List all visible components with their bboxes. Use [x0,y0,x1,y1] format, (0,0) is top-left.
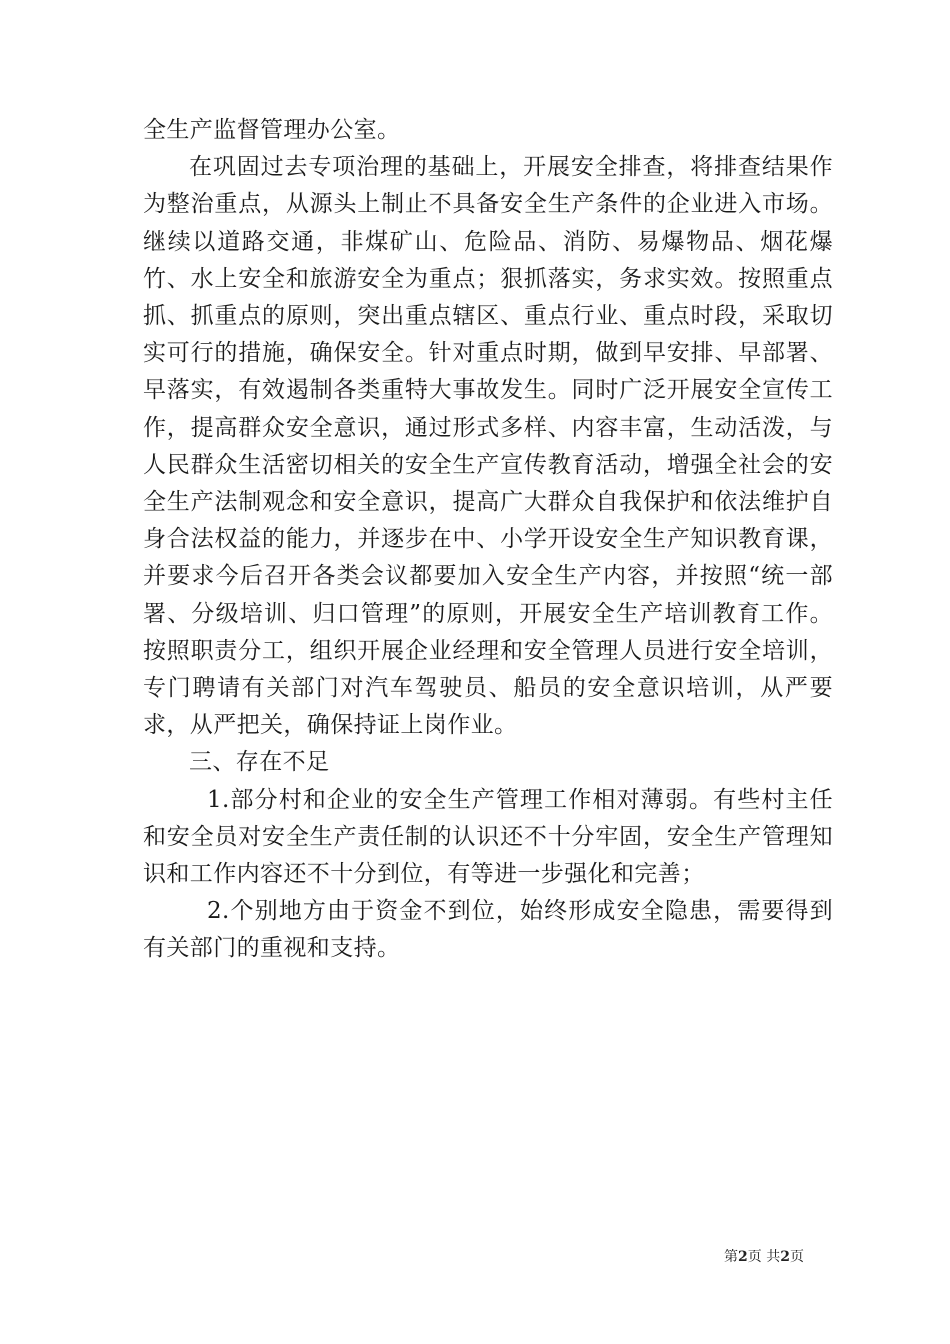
footer-current-page: 2 [738,1249,748,1265]
footer-total-pages: 2 [780,1249,790,1265]
paragraph-continuation: 全生产监督管理办公室。 [143,117,401,143]
paragraph-safety-work: 在巩固过去专项治理的基础上，开展安全排查，将排查结果作为整治重点，从源头上制止不具备安全生产条件的企业进入市场。继续以道路交通，非煤矿山、危险品、消防、易爆物品、烟花爆竹、水上安全和旅游安全为重点；狠抓落实，务求实效。按照重点抓、抓重点的原则，突出重点辖区、重点行业、重点时段，采取切实可行的措施，确保安全。针对重点时期，做到早安排、早部署、早落实，有效遏制各类重特大事故发生。同时广泛开展安全宣传工作，提高群众安全意识，通过形式多样、内容丰富，生动活泼，与人民群众生活密切相关的安全生产宣传教育活动，增强全社会的安全生产法制观念和安全意识，提高广大群众自我保护和依法维护自身合法权益的能力，并逐步在中、小学开设安全生产知识教育课，并要求今后召开各类会议都要加入安全生产内容，并按照“统一部署、分级培训、归口管理”的原则，开展安全生产培训教育工作。按照职责分工，组织开展企业经理和安全管理人员进行安全培训，专门聘请有关部门对汽车驾驶员、船员的安全意识培训，从严要求，从严把关，确保持证上岗作业。 [143,154,833,739]
document-body [143,112,833,968]
page-footer [724,1246,804,1266]
list-item-shortcoming-2: 2.个别地方由于资金不到位，始终形成安全隐患，需要得到有关部门的重视和支持。 [143,898,833,962]
section-heading-shortcomings: 三、存在不足 [189,749,330,776]
list-item-shortcoming-1: 1.部分村和企业的安全生产管理工作相对薄弱。有些村主任和安全员对安全生产责任制的认识还不十分牢固，安全生产管理知识和工作内容还不十分到位，有等进一步强化和完善； [143,786,833,888]
footer-prefix: 第 [724,1249,739,1265]
footer-suffix: 页 [790,1249,804,1265]
footer-middle: 页 共 [747,1249,781,1265]
